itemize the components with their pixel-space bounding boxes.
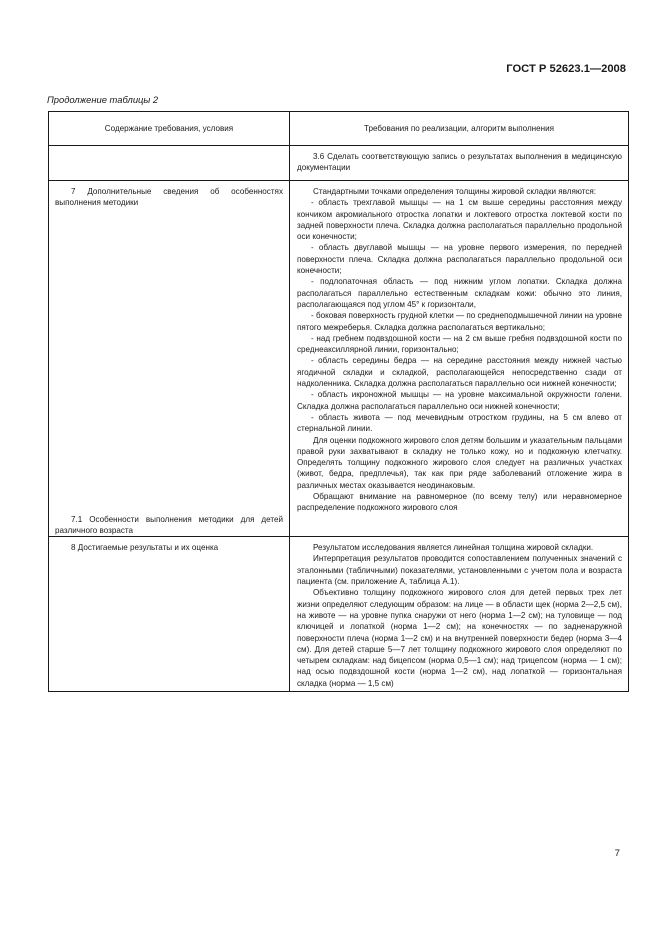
paragraph: - область икроножной мышцы — на уровне максимальной окружности голени. Складка должна располагаться параллельно оси нижней конечности;	[297, 390, 622, 411]
column-header-implementation: Требования по реализации, алгоритм выполнения	[290, 112, 629, 146]
paragraph: - боковая поверхность грудной клетки — по среднеподмышечной линии на уровне пятого межреберья. Складка должна располагаться вертикально;	[297, 311, 622, 332]
paragraph: - над гребнем подвздошной кости — на 2 см выше гребня подвздошной кости по среднеаксиллярной линии, горизонтально;	[297, 333, 622, 355]
requirements-table	[48, 111, 629, 692]
paragraph: - область живота — под мечевидным отростком грудины, на 5 см влево от стернальной линии.	[297, 412, 622, 434]
table-continuation-label: Продолжение таблицы 2	[47, 94, 159, 105]
table-cell-left	[49, 537, 290, 692]
paragraph: Для оценки подкожного жирового слоя детям большим и указательным пальцами правой руки захватывают в складку не только кожу, но и подкожную клетчатку. Определять толщину подкожного жирового слоя следует на различных участках (живот, бедра, предплечья), так как при ряде заболеваний отложение жира в различных местах оказывается неодинаковым.	[297, 435, 622, 490]
paragraph: Интерпретация результатов проводится сопоставлением полученных значений с эталонными (табличными) показателями, установленными с учетом пола и возраста пациента (см. приложение А, таблица А.1).	[297, 554, 622, 587]
page-number: 7	[614, 848, 620, 859]
table-cell-left	[49, 146, 290, 181]
paragraph: - область двуглавой мышцы — на уровне первого измерения, по передней поверхности плеча. Складка должна располагаться параллельно продольной оси конечности;	[297, 243, 622, 276]
row2-left-title: 7 Дополнительные сведения об особенностях выполнения методики	[55, 187, 283, 208]
paragraph: Результатом исследования является линейная толщина жировой складки.	[313, 543, 594, 553]
row3-left-title: 8 Достигаемые результаты и их оценка	[71, 543, 219, 553]
row2-left-subtitle: 7.1 Особенности выполнения методики для детей различного возраста	[55, 514, 283, 535]
column-header-requirement: Содержание требования, условия	[49, 112, 290, 146]
paragraph: - область трехглавой мышцы — на 1 см выше середины расстояния между кончиком акромиального отростка лопатки и локтевого отростка локтевой кости по задней поверхности плеча. Складка должна располагаться параллельно продольной оси конечности;	[297, 198, 622, 242]
paragraph: - область середины бедра — на середине расстояния между нижней частью ягодичной складки и складкой, располагающейся непосредственно сзади от надколенника. Складка должна располагаться параллельно оси нижней конечности;	[297, 356, 622, 389]
table-cell-right	[290, 146, 629, 181]
table-row	[49, 146, 629, 181]
table-cell-right	[290, 537, 629, 692]
paragraph: Обращают внимание на равномерное (по всему телу) или неравномерное распределение подкожного жирового слоя	[297, 492, 622, 513]
table-cell-right	[290, 181, 629, 537]
paragraph: Стандартными точками определения толщины жировой складки являются:	[313, 187, 597, 196]
table-cell-left	[49, 181, 290, 537]
standard-code: ГОСТ Р 52623.1—2008	[506, 63, 626, 75]
table-row	[49, 537, 629, 692]
row1-text: 3.6 Сделать соответствующую запись о результатах выполнения в медицинскую документации	[297, 152, 622, 173]
paragraph: Объективно толщину подкожного жирового слоя для детей первых трех лет жизни определяют следующим образом: на лице — в области щек (норма 2—2,5 см), на животе — на уровне пупка снаружи от него (норма 1—2 см); на туловище — под ключицей и лопаткой (норма 1—2 см); на конечностях — по задненаружной поверхности плеча (норма 1—2 см) и на внутренней поверхности бедер (норма 3—4 см). Для детей старше 5—7 лет толщину подкожного жирового слоя определяют по четырем складкам: над бицепсом (норма 0,5—1 см); над трицепсом (норма — 1 см); над осью подвздошной кости (норма 1—2 см), над лопаткой — горизонтальная складка (норма — 1,5 см)	[297, 588, 622, 688]
table-row	[49, 181, 629, 537]
table-header-row	[49, 112, 629, 146]
paragraph: - подлопаточная область — под нижним углом лопатки. Складка должна располагаться параллельно естественным складкам кожи: обычно это линия, располагающаяся под углом 45° к горизонтали,	[297, 277, 622, 309]
